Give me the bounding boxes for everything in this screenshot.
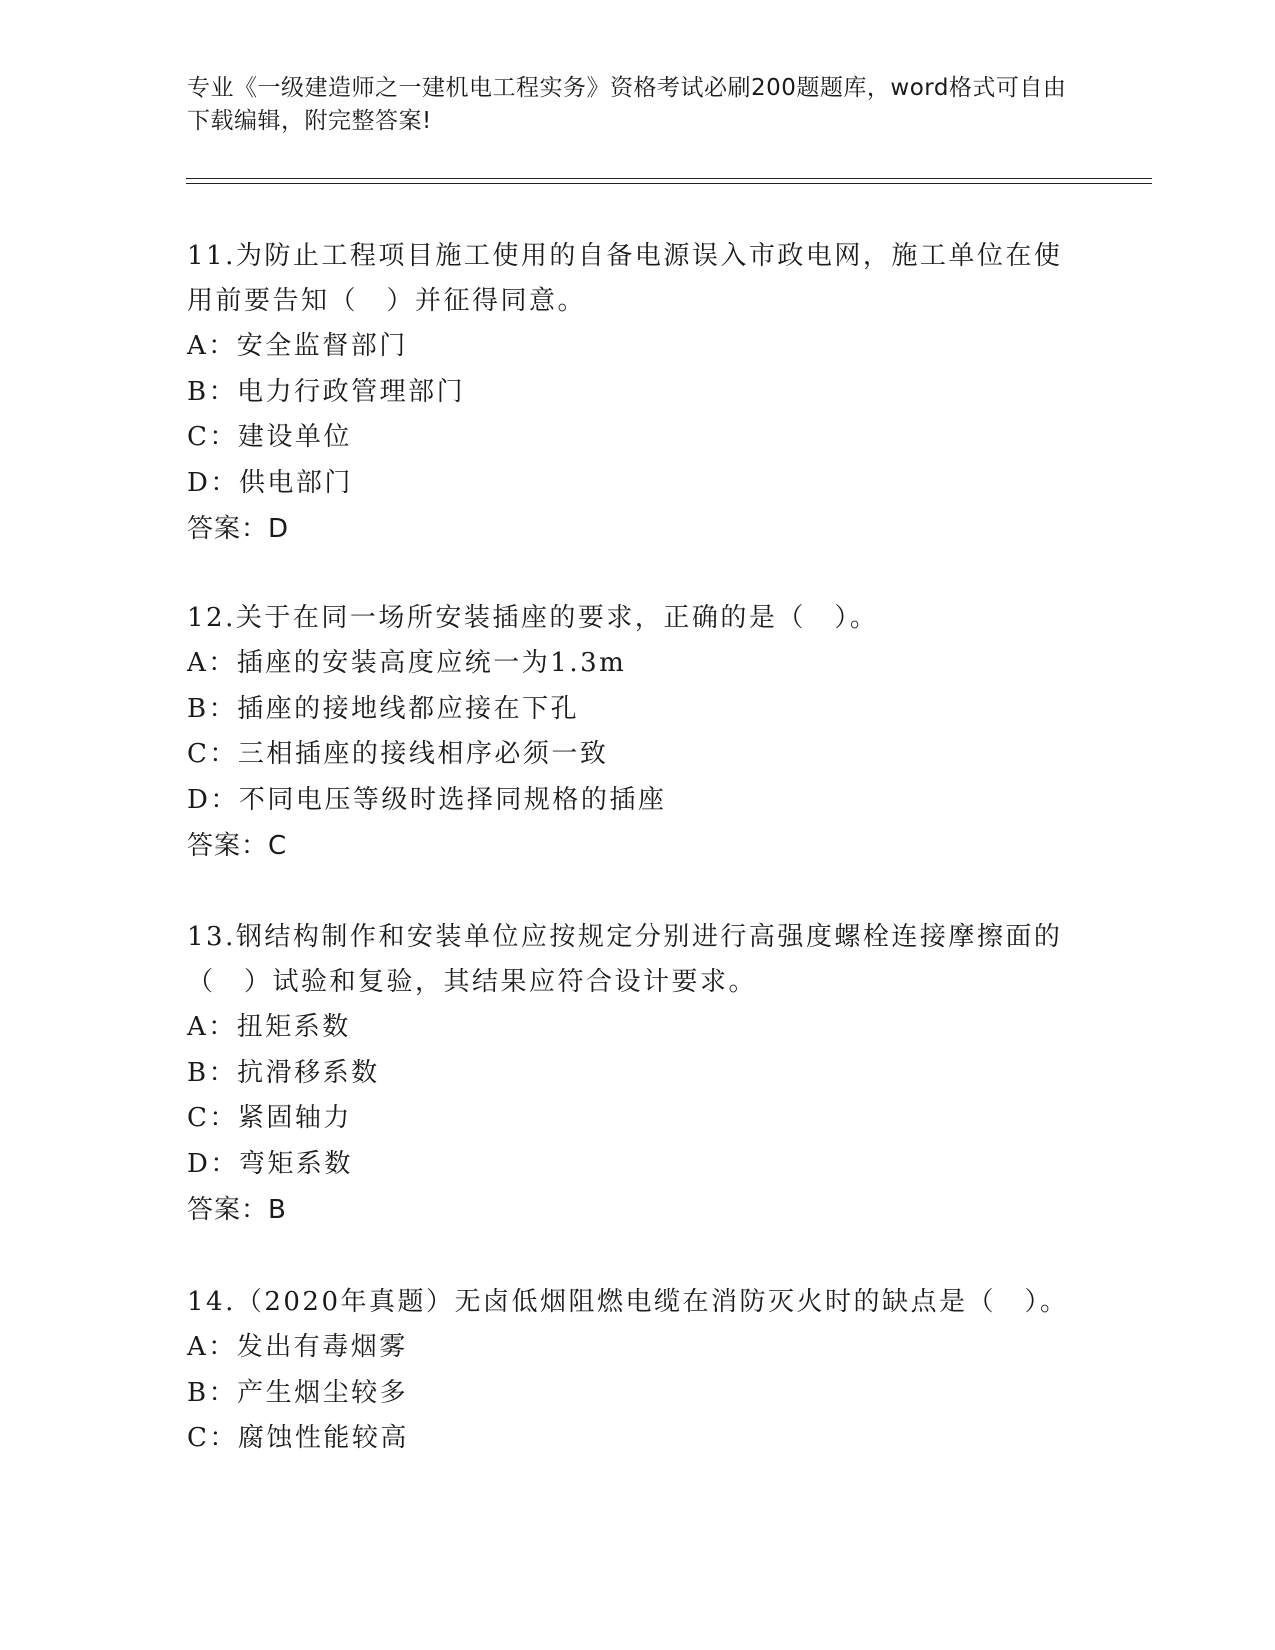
question-14 [187, 1280, 1087, 1462]
option-b: B：抗滑移系数 [187, 1057, 380, 1088]
question-stem: 11.为防止工程项目施工使用的自备电源误入市政电网，施工单位在使用前要告知（ ）并征得同意。 [187, 241, 1063, 316]
option-d: D：弯矩系数 [187, 1148, 353, 1179]
question-11 [187, 234, 1087, 552]
option-b: B：产生烟尘较多 [187, 1377, 409, 1408]
question-stem: 13.钢结构制作和安装单位应按规定分别进行高强度螺栓连接摩擦面的（ ）试验和复验，其结果应符合设计要求。 [187, 922, 1063, 997]
question-stem: 14.（2020年真题）无卤低烟阻燃电缆在消防灭火时的缺点是（ ）。 [187, 1287, 1069, 1317]
option-a: A：安全监督部门 [187, 331, 408, 361]
question-13 [187, 915, 1087, 1233]
option-a: A：插座的安装高度应统一为1.3m [187, 648, 627, 678]
answer-line: 答案：C [187, 831, 288, 861]
option-b: B：插座的接地线都应接在下孔 [187, 693, 580, 724]
option-a: A：扭矩系数 [187, 1012, 351, 1042]
option-c: C：三相插座的接线相序必须一致 [187, 739, 609, 769]
document-header: 专业《一级建造师之一建机电工程实务》资格考试必刷200题题库，word格式可自由下载编辑，附完整答案! [187, 75, 1067, 134]
header-divider-bottom [186, 183, 1152, 184]
option-c: C：腐蚀性能较高 [187, 1423, 409, 1453]
option-b: B：电力行政管理部门 [187, 376, 466, 407]
header-divider-top [186, 178, 1152, 179]
option-c: C：紧固轴力 [187, 1103, 352, 1133]
answer-line: 答案：B [187, 1195, 287, 1225]
question-stem: 12.关于在同一场所安装插座的要求，正确的是（ ）。 [187, 603, 879, 633]
option-a: A：发出有毒烟雾 [187, 1332, 408, 1362]
answer-line: 答案：D [187, 514, 290, 544]
option-d: D：供电部门 [187, 467, 353, 498]
option-c: C：建设单位 [187, 422, 352, 452]
option-d: D：不同电压等级时选择同规格的插座 [187, 784, 667, 815]
question-12 [187, 596, 1087, 869]
